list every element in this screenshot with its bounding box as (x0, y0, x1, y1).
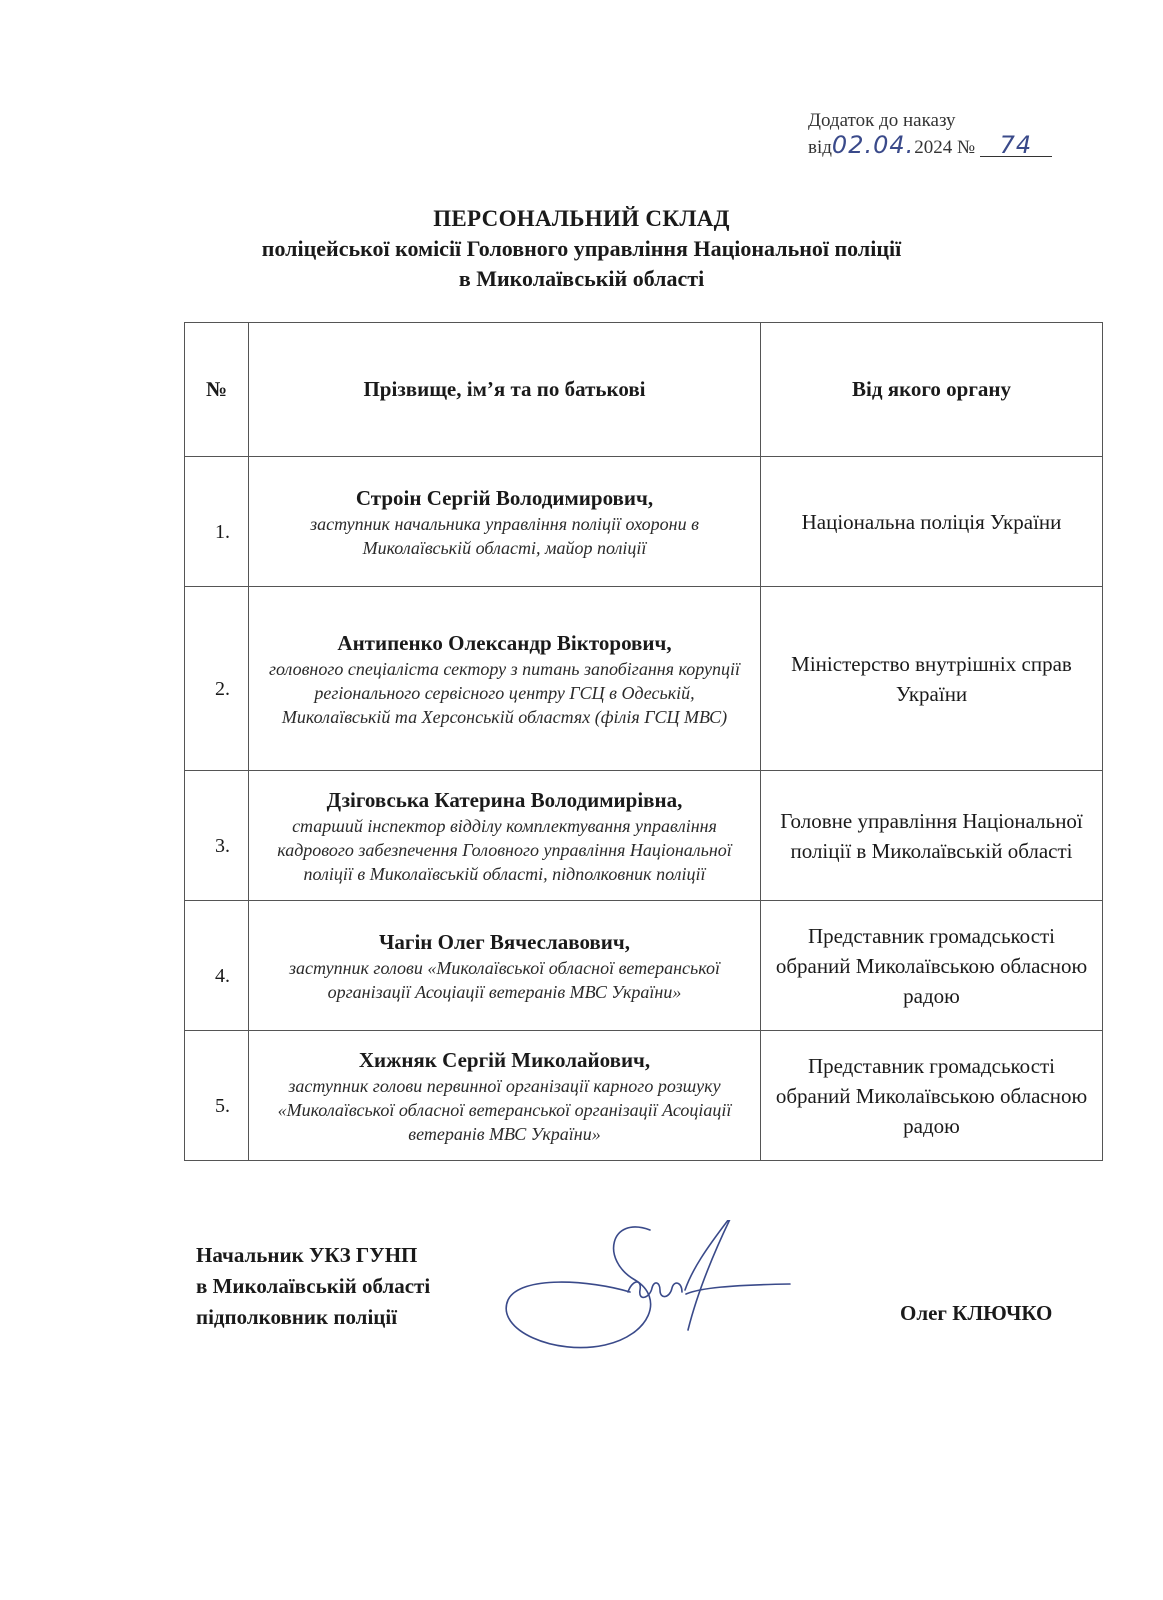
delegating-organization: Головне управління Національної поліції в Миколаївській області (761, 771, 1103, 901)
order-year: 2024 № (914, 137, 976, 158)
table-row (185, 457, 1103, 587)
person-name: Строін Сергій Володимирович, (355, 485, 654, 510)
person-cell (249, 771, 761, 901)
row-number: 1. (185, 457, 249, 587)
row-number: 5. (185, 1031, 249, 1161)
header-organization: Від якого органу (761, 323, 1103, 457)
person-name-text: Дзіговська Катерина Володимирівна (326, 787, 678, 812)
delegating-organization: Представник громадськості обраний Миколаївською обласною радою (761, 901, 1103, 1031)
person-position: старший інспектор відділу комплектування управління кадрового забезпечення Головного управління Національної поліції в Миколаївській області, підполковник поліції (277, 815, 732, 884)
signer-name: Олег КЛЮЧКО (900, 1301, 1053, 1325)
header-number: № (185, 323, 249, 457)
document-heading (0, 204, 1163, 294)
signer-title-line: Начальник УКЗ ГУНП (196, 1243, 418, 1267)
person-cell (249, 587, 761, 771)
roster-table (184, 322, 1103, 1161)
person-name: Чагін Олег Вячеславович, (379, 929, 630, 954)
row-number: 3. (185, 771, 249, 901)
appendix-date-line (808, 133, 1068, 160)
document-subtitle: поліцейської комісії Головного управління Національної поліції (261, 236, 902, 261)
table-row (185, 1031, 1103, 1161)
person-cell (249, 457, 761, 587)
person-name-text: Строін Сергій Володимирович (355, 485, 648, 510)
person-position: заступник голови первинної організації карного розшуку «Миколаївської обласної ветеранської організації Асоціації ветеранів МВС України» (277, 1075, 732, 1144)
handwritten-signature-icon (500, 1220, 800, 1370)
person-position: заступник начальника управління поліції охорони в Миколаївській області, майор поліції (310, 513, 699, 558)
handwritten-order-number: 74 (980, 134, 1052, 157)
person-name: Хижняк Сергій Миколайович, (358, 1047, 651, 1072)
delegating-organization: Національна поліція України (761, 457, 1103, 587)
appendix-line: Додаток до наказу (808, 110, 956, 131)
appendix-reference (808, 108, 1068, 160)
person-cell (249, 1031, 761, 1161)
row-number: 4. (185, 901, 249, 1031)
date-prefix: від (808, 137, 832, 158)
person-name-text: Хижняк Сергій Миколайович (358, 1047, 645, 1072)
handwritten-date: 02.04. (831, 131, 915, 159)
table-header-row (185, 323, 1103, 457)
header-full-name: Прізвище, ім’я та по батькові (249, 323, 761, 457)
person-name: Дзіговська Катерина Володимирівна, (326, 787, 683, 812)
signer-rank: підполковник поліції (196, 1305, 398, 1329)
row-number: 2. (185, 587, 249, 771)
signature-block (196, 1240, 430, 1333)
delegating-organization: Міністерство внутрішніх справ України (761, 587, 1103, 771)
person-name: Антипенко Олександр Вікторович, (337, 630, 672, 655)
person-cell (249, 901, 761, 1031)
person-position: заступник голови «Миколаївської обласної ветеранської організації Асоціації ветеранів МВС України» (289, 957, 720, 1002)
document-title: ПЕРСОНАЛЬНИЙ СКЛАД (433, 206, 730, 231)
person-name-text: Антипенко Олександр Вікторович (337, 630, 667, 655)
table-row (185, 587, 1103, 771)
table-row (185, 901, 1103, 1031)
roster-body (185, 457, 1103, 1161)
signer-title-region: в Миколаївській області (196, 1274, 431, 1298)
table-row (185, 771, 1103, 901)
delegating-organization: Представник громадськості обраний Миколаївською обласною радою (761, 1031, 1103, 1161)
document-subtitle-region: в Миколаївській області (458, 266, 705, 291)
person-position: головного спеціаліста сектору з питань запобігання корупції регіонального сервісного центру ГСЦ в Одеській, Миколаївській та Херсонській областях (філія ГСЦ МВС) (268, 658, 741, 727)
person-name-text: Чагін Олег Вячеславович (379, 929, 625, 954)
